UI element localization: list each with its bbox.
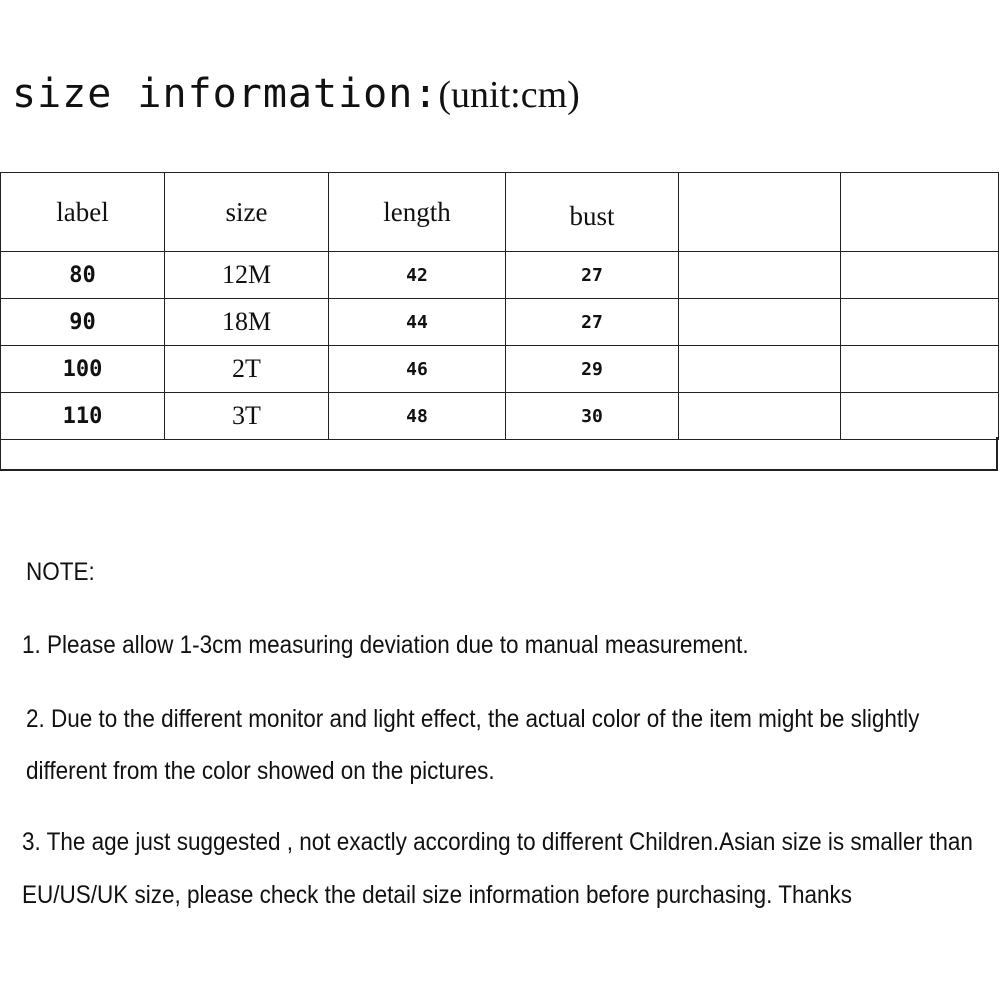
cell-label: 110 [1,393,165,440]
cell-length: 42 [329,252,506,299]
table-empty-footer-row [0,437,998,471]
note-item-1: 1. Please allow 1-3cm measuring deviation due to manual measurement. [22,631,749,659]
cell-size: 2T [165,346,329,393]
header-empty [841,173,999,252]
cell-empty [841,393,999,440]
cell-empty [841,252,999,299]
table-row [1,299,999,346]
cell-empty [679,252,841,299]
cell-length: 48 [329,393,506,440]
cell-empty [679,393,841,440]
title-text: size information: [12,71,439,117]
size-table-container [0,172,1000,474]
cell-label: 90 [1,299,165,346]
cell-bust: 30 [506,393,679,440]
note-item-3-line-1: 3. The age just suggested , not exactly according to different Children.Asian size is smaller than [22,828,973,856]
size-table [0,172,999,440]
cell-length: 46 [329,346,506,393]
note-heading: NOTE: [26,558,95,586]
header-label: label [1,173,165,252]
note-item-2-line-2: different from the color showed on the pictures. [26,757,495,785]
cell-empty [841,346,999,393]
header-length: length [329,173,506,252]
page-title [12,71,580,117]
header-bust: bust [506,173,679,252]
table-header-row [1,173,999,252]
cell-length: 44 [329,299,506,346]
cell-bust: 27 [506,252,679,299]
cell-bust: 29 [506,346,679,393]
header-size: size [165,173,329,252]
cell-empty [679,299,841,346]
note-item-2-line-1: 2. Due to the different monitor and light effect, the actual color of the item might be slightly [26,705,920,733]
cell-bust: 27 [506,299,679,346]
note-item-3-line-2: EU/US/UK size, please check the detail size information before purchasing. Thanks [22,881,853,909]
table-row [1,393,999,440]
cell-size: 3T [165,393,329,440]
cell-size: 18M [165,299,329,346]
table-row [1,252,999,299]
cell-empty [841,299,999,346]
cell-label: 80 [1,252,165,299]
title-unit: (unit:cm) [438,74,580,116]
cell-label: 100 [1,346,165,393]
cell-size: 12M [165,252,329,299]
table-row [1,346,999,393]
header-empty [679,173,841,252]
cell-empty [679,346,841,393]
